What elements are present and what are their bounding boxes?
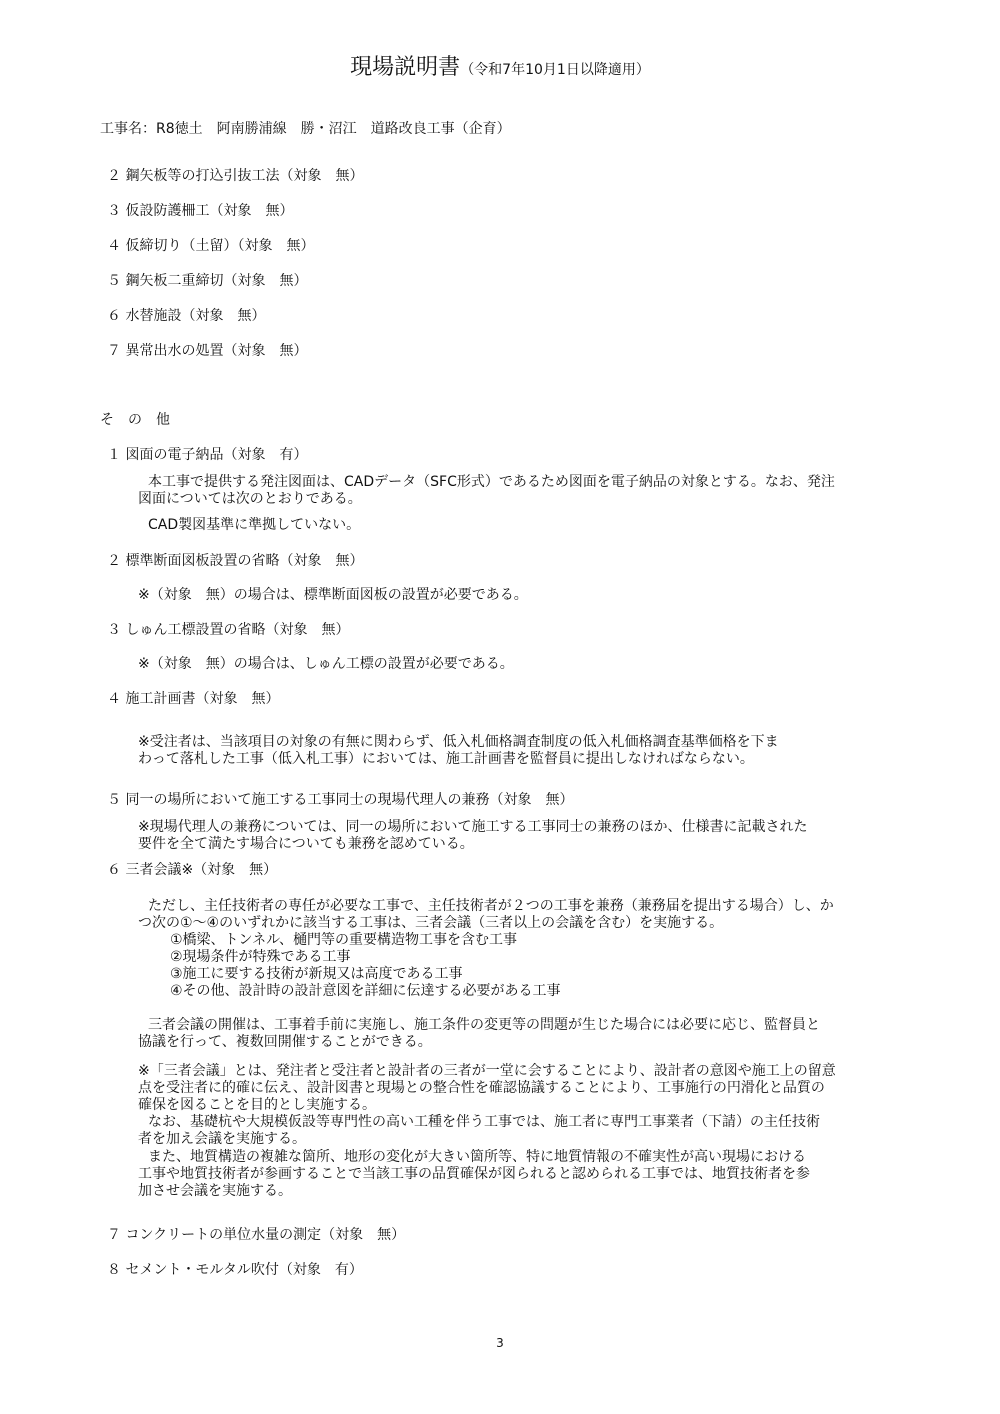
project-name: 工事名：R8徳土 阿南勝浦線 勝・沼江 道路改良工事（企育） [100, 121, 511, 137]
note-line: 要件を全て満たす場合についても兼務を認めている。 [138, 836, 474, 852]
paragraph-line: つ次の①～④のいずれかに該当する工事は、三者会議（三者以上の会議を含む）を実施する。 [138, 915, 724, 931]
paragraph-line: ただし、主任技術者の専任が必要な工事で、主任技術者が２つの工事を兼務（兼務届を提出する場合）し、か [148, 898, 834, 914]
section-heading-other: そ の 他 [100, 412, 170, 428]
list-item: ４ 仮締切り（土留）（対象 無） [107, 238, 315, 254]
section-title: ４ 施工計画書（対象 無） [107, 691, 280, 707]
title-main: 現場説明書 [350, 55, 461, 80]
page-number: 3 [496, 1336, 504, 1350]
list-item: ７ 異常出水の処置（対象 無） [107, 343, 308, 359]
note-line: 者を加え会議を実施する。 [138, 1131, 306, 1147]
note-line: 点を受注者に的確に伝え、設計図書と現場との整合性を確認協議することにより、工事施行の円滑化と品質の [138, 1080, 825, 1096]
list-item: ６ 水替施設（対象 無） [107, 308, 266, 324]
section-title: ６ 三者会議※（対象 無） [107, 862, 278, 878]
paragraph-line: 三者会議の開催は、工事着手前に実施し、施工条件の変更等の問題が生じた場合には必要に応じ、監督員と [148, 1017, 820, 1033]
note-line: 加させ会議を実施する。 [138, 1183, 292, 1199]
note-line: ※（対象 無）の場合は、標準断面図板の設置が必要である。 [138, 587, 528, 603]
title-note: （令和7年10月1日以降適用） [460, 62, 650, 78]
section-title: １ 図面の電子納品（対象 有） [107, 447, 308, 463]
note-line: ※「三者会議」とは、発注者と受注者と設計者の三者が一堂に会することにより、設計者の意図や施工上の留意 [138, 1063, 836, 1079]
section-title: ３ しゅん工標設置の省略（対象 無） [107, 622, 350, 638]
section-title: ８ セメント・モルタル吹付（対象 有） [107, 1262, 363, 1278]
condition-item: ④その他、設計時の設計意図を詳細に伝達する必要がある工事 [170, 983, 561, 999]
paragraph-line: 協議を行って、複数回開催することができる。 [138, 1034, 432, 1050]
document-title [0, 50, 1000, 81]
list-item: ５ 鋼矢板二重締切（対象 無） [107, 273, 308, 289]
condition-item: ①橋梁、トンネル、樋門等の重要構造物工事を含む工事 [170, 932, 518, 948]
condition-item: ②現場条件が特殊である工事 [170, 949, 351, 965]
note-line: なお、基礎杭や大規模仮設等専門性の高い工種を伴う工事では、施工者に専門工事業者（下請）の主任技術 [148, 1114, 820, 1130]
note-line: ※現場代理人の兼務については、同一の場所において施工する工事同士の兼務のほか、仕様書に記載された [138, 819, 808, 835]
paragraph-line: 図面については次のとおりである。 [138, 491, 362, 507]
section-title: ２ 標準断面図板設置の省略（対象 無） [107, 553, 364, 569]
list-item: ２ 鋼矢板等の打込引抜工法（対象 無） [107, 168, 364, 184]
note-line: また、地質構造の複雑な箇所、地形の変化が大きい箇所等、特に地質情報の不確実性が高い現場における [148, 1149, 806, 1165]
note-line: わって落札した工事（低入札工事）においては、施工計画書を監督員に提出しなければならない。 [138, 751, 754, 767]
note-line: ※（対象 無）の場合は、しゅん工標の設置が必要である。 [138, 656, 514, 672]
note-line: ※受注者は、当該項目の対象の有無に関わらず、低入札価格調査制度の低入札価格調査基準価格を下ま [138, 734, 779, 750]
note-line: 工事や地質技術者が参画することで当該工事の品質確保が図られると認められる工事では、地質技術者を参 [138, 1166, 810, 1182]
paragraph-line: CAD製図基準に準拠していない。 [148, 517, 361, 533]
condition-item: ③施工に要する技術が新規又は高度である工事 [170, 966, 463, 982]
list-item: ３ 仮設防護柵工（対象 無） [107, 203, 294, 219]
section-title: ７ コンクリートの単位水量の測定（対象 無） [107, 1227, 406, 1243]
note-line: 確保を図ることを目的とし実施する。 [138, 1097, 376, 1113]
paragraph-line: 本工事で提供する発注図面は、CADデータ（SFC形式）であるため図面を電子納品の対象とする。なお、発注 [148, 474, 835, 490]
section-title: ５ 同一の場所において施工する工事同士の現場代理人の兼務（対象 無） [107, 792, 574, 808]
